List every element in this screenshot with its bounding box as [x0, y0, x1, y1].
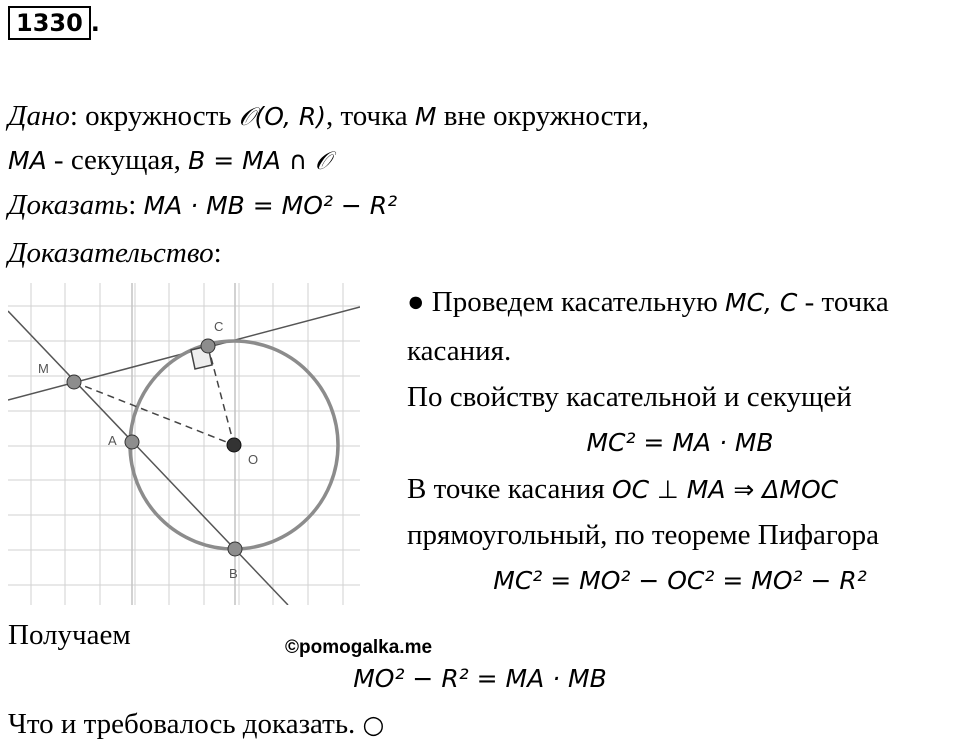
point-O: [227, 438, 241, 452]
proof-step-1: ● Проведем касательную MC, C - точка: [407, 286, 889, 318]
result-label: Получаем: [8, 619, 131, 651]
point-A: [125, 435, 139, 449]
conclusion: Что и требовалось доказать. ○: [8, 708, 385, 740]
qed-mark: ○: [362, 710, 385, 739]
proof-step-4: В точке касания OC ⊥ MA ⇒ ΔMOC: [407, 473, 839, 505]
problem-number: 1330 .: [8, 6, 100, 40]
label-C: C: [214, 319, 224, 334]
point-M: [67, 375, 81, 389]
proof-step-2: касания.: [407, 335, 512, 367]
point-B: [228, 542, 242, 556]
label-B: B: [229, 566, 238, 581]
label-O: O: [248, 452, 259, 467]
label-A: A: [108, 433, 117, 448]
proof-step-5: прямоугольный, по теореме Пифагора: [407, 519, 879, 551]
point-C: [201, 339, 215, 353]
equation-2: MC² = MO² − OC² = MO² − R²: [493, 566, 867, 595]
geometry-diagram: [8, 283, 360, 605]
equation-3: MO² − R² = MA · MB: [353, 664, 607, 693]
prove-label: Доказать: [8, 189, 129, 221]
label-M: M: [38, 361, 49, 376]
given-line-1: Дано: окружность 𝒪(O, R), точка M вне окружности,: [8, 100, 649, 132]
equation-1: MC² = MA · MB: [586, 428, 774, 457]
given-label: Дано: [8, 100, 70, 132]
given-circle: 𝒪(O, R): [238, 102, 326, 131]
prove-line: Доказать: MA · MB = MO² − R²: [8, 189, 398, 221]
given-line-2: MA - секущая, B = MA ∩ 𝒪: [8, 144, 331, 176]
proof-step-3: По свойству касательной и секущей: [407, 381, 852, 413]
watermark: ©pomogalka.me: [285, 637, 433, 658]
prove-formula: MA · MB = MO² − R²: [143, 191, 398, 220]
proof-heading: Доказательство:: [8, 237, 222, 269]
